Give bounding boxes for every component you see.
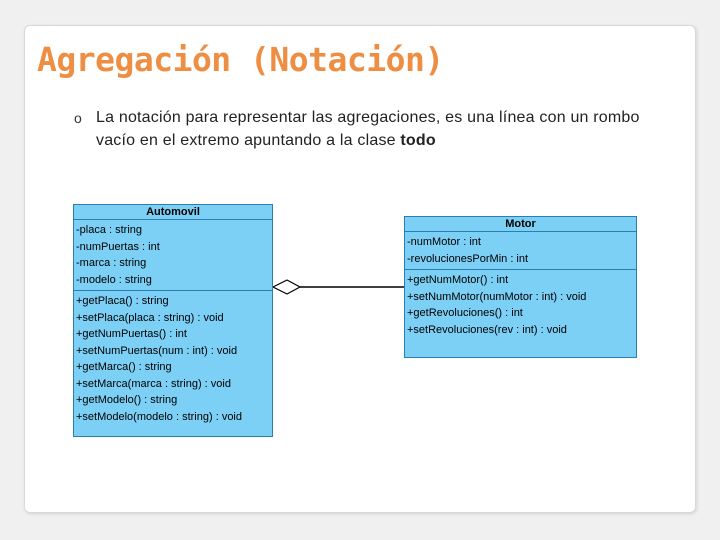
methods-section bbox=[405, 270, 636, 340]
attributes-section bbox=[74, 220, 272, 291]
bullet-text-main: La notación para representar las agregaciones, es una línea con un rombo vacío en el extremo apuntando a la clase bbox=[96, 109, 640, 149]
class-motor bbox=[404, 216, 637, 358]
class-name: Motor bbox=[405, 217, 636, 232]
attribute-line: -numPuertas : int bbox=[76, 240, 160, 253]
bullet-text-emphasis: todo bbox=[400, 132, 436, 149]
attribute-line: -modelo : string bbox=[76, 273, 152, 286]
class-name: Automovil bbox=[74, 205, 272, 220]
method-line: +getRevoluciones() : int bbox=[407, 307, 523, 319]
slide-title: Agregación (Notación) bbox=[37, 40, 444, 79]
attribute-line: -numMotor : int bbox=[407, 236, 481, 248]
attribute-line: -revolucionesPorMin : int bbox=[407, 252, 529, 265]
class-automovil bbox=[73, 204, 273, 437]
method-line: +setMarca(marca : string) : void bbox=[76, 377, 231, 390]
method-line: +getNumPuertas() : int bbox=[76, 328, 187, 340]
method-line: +setNumMotor(numMotor : int) : void bbox=[407, 290, 587, 303]
method-line: +getPlaca() : string bbox=[76, 295, 169, 307]
method-line: +setRevoluciones(rev : int) : void bbox=[407, 323, 567, 336]
bullet-marker: o bbox=[74, 110, 82, 126]
methods-section bbox=[74, 291, 272, 427]
method-line: +getModelo() : string bbox=[76, 394, 178, 406]
method-line: +getNumMotor() : int bbox=[407, 274, 509, 286]
method-line: +getMarca() : string bbox=[76, 361, 172, 373]
method-line: +setPlaca(placa : string) : void bbox=[76, 311, 224, 324]
attribute-line: -placa : string bbox=[76, 224, 143, 236]
aggregation-diamond-icon bbox=[273, 280, 300, 294]
attribute-line: -marca : string bbox=[76, 257, 147, 269]
attributes-section bbox=[405, 232, 636, 270]
method-line: +setModelo(modelo : string) : void bbox=[76, 410, 242, 423]
method-line: +setNumPuertas(num : int) : void bbox=[76, 344, 238, 357]
